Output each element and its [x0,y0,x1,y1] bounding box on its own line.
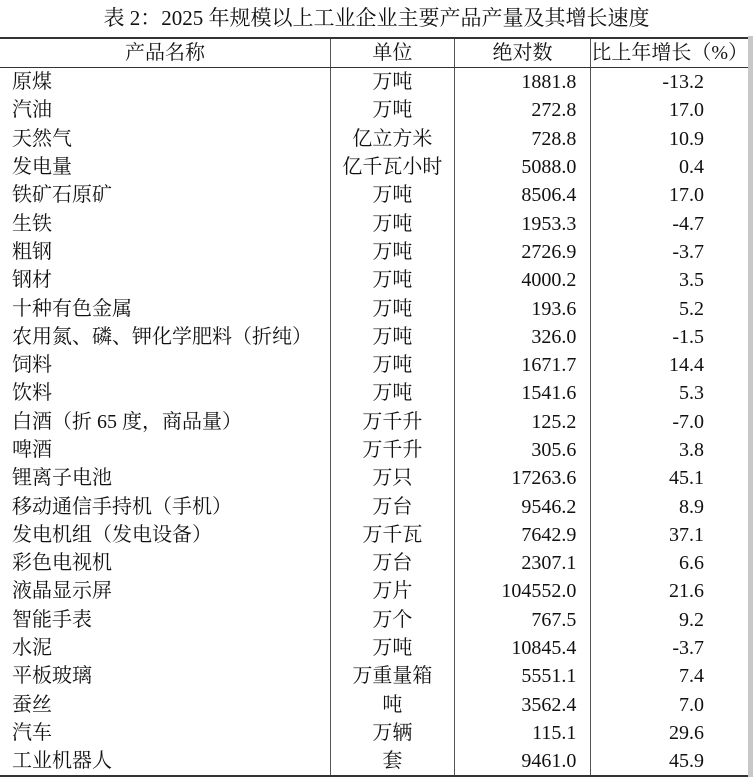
cell-absolute-value: 7642.9 [454,521,591,549]
cell-growth-rate: 45.9 [591,747,748,776]
cell-absolute-value: 115.1 [454,719,591,747]
table-row [0,719,748,747]
header-growth: 比上年增长（%） [591,38,748,68]
cell-product-name: 饲料 [0,351,331,379]
cell-growth-rate: 0.4 [679,156,704,179]
cell-product-name: 移动通信手持机（手机） [0,492,331,520]
header-row [0,38,748,68]
table-row [0,238,748,266]
cell-product-name: 液晶显示屏 [0,577,331,605]
cell-unit: 万千升 [331,436,455,464]
cell-unit: 万吨 [331,181,455,209]
cell-absolute-value: 326.0 [454,323,591,351]
cell-product-name: 平板玻璃 [0,662,331,690]
cell-growth-rate: 5.3 [679,382,704,405]
cell-unit: 万吨 [331,68,455,97]
cell-growth-rate: 9.2 [679,608,704,631]
page-edge [748,36,753,777]
table-row [0,379,748,407]
cell-absolute-value: 1671.7 [454,351,591,379]
cell-absolute-value: 1881.8 [454,68,591,97]
cell-product-name: 发电机组（发电设备） [0,521,331,549]
cell-unit: 万千升 [331,408,455,436]
cell-absolute-value: 5551.1 [454,662,591,690]
cell-growth-rate: 45.1 [669,467,704,490]
cell-product-name: 汽油 [0,96,331,124]
table-row [0,209,748,237]
table-row [0,351,748,379]
cell-unit: 万台 [331,492,455,520]
cell-growth-rate: 7.4 [679,665,704,688]
cell-unit: 万吨 [331,323,455,351]
table-row [0,68,748,97]
header-unit: 单位 [331,38,455,68]
table-row [0,634,748,662]
cell-absolute-value: 193.6 [454,294,591,322]
cell-product-name: 钢材 [0,266,331,294]
cell-growth-rate: 14.4 [669,354,704,377]
cell-unit: 万吨 [331,238,455,266]
table-row [0,662,748,690]
cell-absolute-value: 767.5 [454,606,591,634]
cell-absolute-value: 305.6 [454,436,591,464]
cell-unit: 套 [331,747,455,776]
table-row [0,747,748,776]
cell-absolute-value: 8506.4 [454,181,591,209]
cell-growth-rate: 17.0 [669,99,704,122]
cell-growth-rate: 29.6 [669,721,704,744]
table-row [0,464,748,492]
cell-product-name: 锂离子电池 [0,464,331,492]
table-row [0,606,748,634]
cell-growth-rate: -13.2 [662,71,704,94]
cell-product-name: 铁矿石原矿 [0,181,331,209]
cell-growth-rate: 3.5 [679,269,704,292]
cell-product-name: 彩色电视机 [0,549,331,577]
cell-unit: 万吨 [331,379,455,407]
cell-product-name: 蚕丝 [0,691,331,719]
cell-growth-rate: 17.0 [669,184,704,207]
table-title: 表 2：2025 年规模以上工业企业主要产品产量及其增长速度 [103,6,650,30]
cell-unit: 万吨 [331,351,455,379]
cell-unit: 万吨 [331,266,455,294]
cell-product-name: 工业机器人 [0,747,331,776]
cell-unit: 万吨 [331,209,455,237]
cell-product-name: 智能手表 [0,606,331,634]
cell-absolute-value: 5088.0 [454,153,591,181]
cell-absolute-value: 2726.9 [454,238,591,266]
cell-growth-rate: 3.8 [679,439,704,461]
cell-growth-rate: 37.1 [669,523,704,546]
cell-absolute-value: 10845.4 [454,634,591,662]
cell-unit: 万片 [331,577,455,605]
table-row [0,181,748,209]
cell-unit: 万吨 [331,294,455,322]
cell-absolute-value: 728.8 [454,125,591,153]
table-row [0,294,748,322]
cell-absolute-value: 104552.0 [454,577,591,605]
cell-product-name: 十种有色金属 [0,294,331,322]
cell-product-name: 生铁 [0,209,331,237]
table-row [0,492,748,520]
table-row [0,153,748,181]
header-product-name: 产品名称 [0,38,331,68]
cell-unit: 亿千瓦小时 [331,153,455,181]
cell-absolute-value: 272.8 [454,96,591,124]
cell-unit: 万只 [331,464,455,492]
cell-growth-rate: 8.9 [679,495,704,518]
cell-product-name: 原煤 [0,68,331,97]
table-row [0,266,748,294]
cell-product-name: 发电量 [0,153,331,181]
table-row [0,323,748,351]
cell-absolute-value: 125.2 [454,408,591,436]
cell-absolute-value: 1953.3 [454,209,591,237]
cell-unit: 万台 [331,549,455,577]
cell-growth-rate: 7.0 [679,693,704,716]
cell-unit: 万吨 [331,634,455,662]
cell-growth-rate: -1.5 [672,325,704,348]
cell-growth-rate: -3.7 [672,240,704,263]
table-row [0,408,748,436]
cell-absolute-value: 9461.0 [454,747,591,776]
cell-growth-rate: -7.0 [672,410,704,433]
table-row [0,521,748,549]
table-row [0,125,748,153]
table-row [0,549,748,577]
cell-unit: 万辆 [331,719,455,747]
cell-product-name: 汽车 [0,719,331,747]
production-table [0,37,748,777]
cell-growth-rate: 21.6 [669,580,704,603]
cell-unit: 万个 [331,606,455,634]
cell-absolute-value: 4000.2 [454,266,591,294]
cell-growth-rate: -4.7 [672,212,704,235]
cell-product-name: 天然气 [0,125,331,153]
cell-unit: 万吨 [331,96,455,124]
table-row [0,577,748,605]
cell-absolute-value: 3562.4 [454,691,591,719]
cell-growth-rate: 10.9 [669,127,704,150]
table-row [0,96,748,124]
cell-product-name: 啤酒 [0,436,331,464]
cell-growth-rate: 6.6 [679,552,704,575]
cell-growth-rate: -3.7 [672,637,704,660]
cell-absolute-value: 2307.1 [454,549,591,577]
table-row [0,436,748,464]
header-absolute: 绝对数 [454,38,591,68]
cell-unit: 万千瓦 [331,521,455,549]
cell-product-name: 粗钢 [0,238,331,266]
cell-unit: 吨 [331,691,455,719]
cell-unit: 亿立方米 [331,125,455,153]
cell-product-name: 农用氮、磷、钾化学肥料（折纯） [0,323,331,351]
cell-absolute-value: 1541.6 [454,379,591,407]
cell-unit: 万重量箱 [331,662,455,690]
cell-absolute-value: 17263.6 [454,464,591,492]
table-row [0,691,748,719]
cell-product-name: 饮料 [0,379,331,407]
cell-growth-rate: 5.2 [679,297,704,320]
cell-product-name: 白酒（折 65 度，商品量） [0,408,331,436]
cell-product-name: 水泥 [0,634,331,662]
cell-absolute-value: 9546.2 [454,492,591,520]
